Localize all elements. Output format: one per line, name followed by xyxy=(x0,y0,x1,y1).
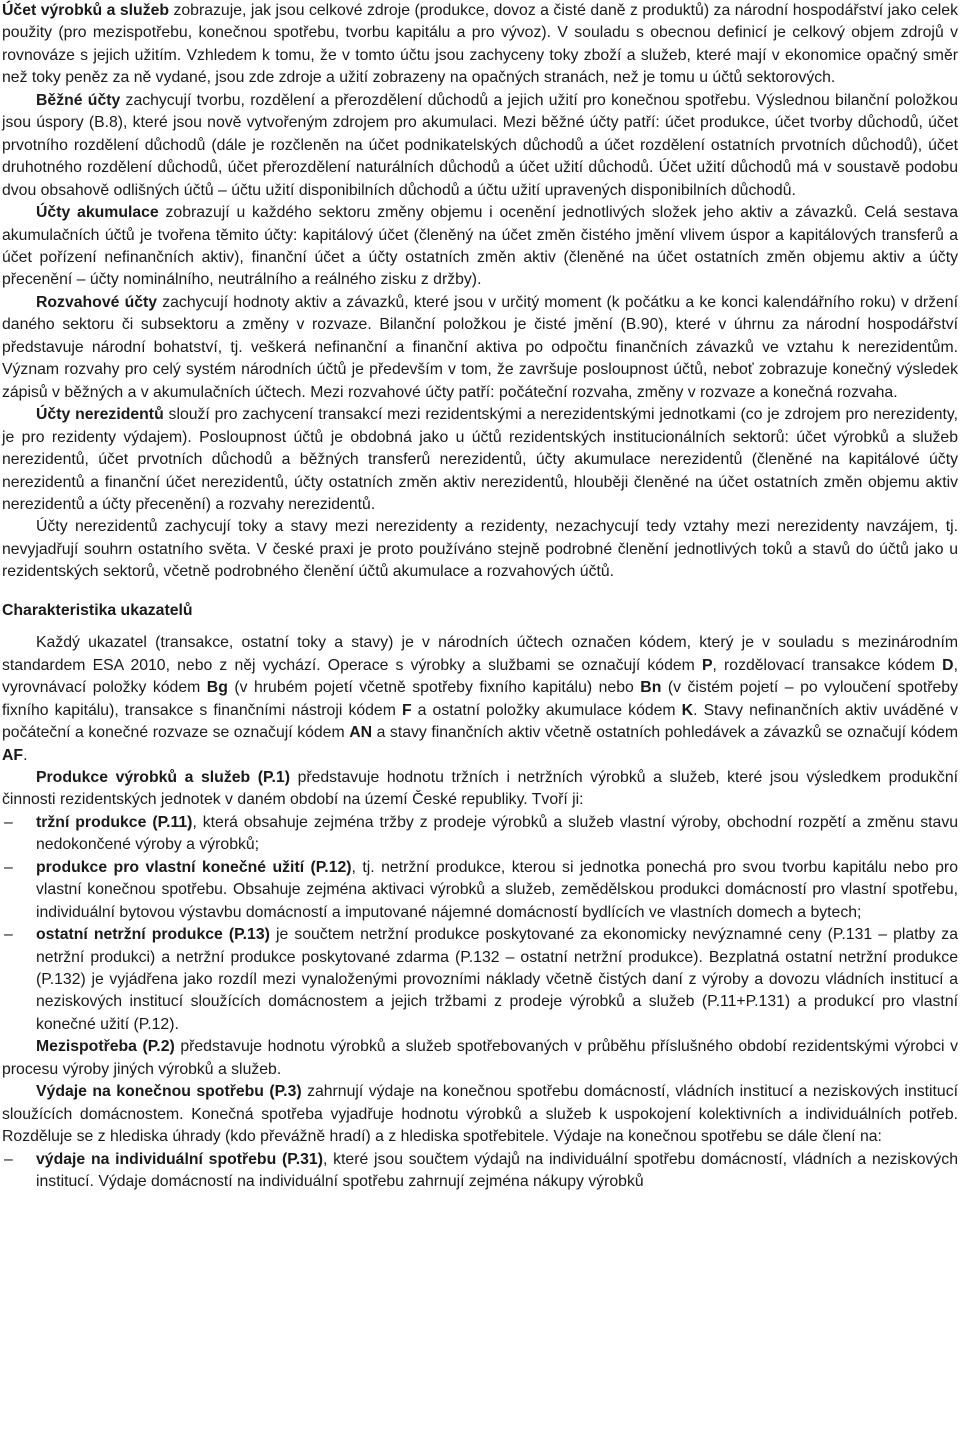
dash-bullet: – xyxy=(4,813,13,831)
list-item-text: , tj. netržní produkce, kterou si jednotka ponechá pro svou tvorbu kapitálu nebo pro vlastní konečnou spotřebu. Obsahuje zejména aktivaci výrobků a služeb, zemědělskou produkci domácností pro vlastní spotřebu, individuální bytovou výstavbu domácností a imputované nájemné domácností bydlících ve vlastních domech a bytech; xyxy=(36,858,958,921)
code-label: D xyxy=(942,656,954,674)
term-output: Produkce výrobků a služeb (P.1) xyxy=(36,768,290,786)
code-label: Bn xyxy=(640,679,662,697)
paragraph-output xyxy=(2,767,958,812)
dash-bullet: – xyxy=(4,926,13,944)
list-item-text: , které jsou součtem výdajů na individuální spotřebu domácností, vládních a neziskových institucí. Výdaje domácností na individuální spotřebu zahrnují zejména nákupy výrobků xyxy=(36,1150,958,1191)
paragraph-text: zachycují tvorbu, rozdělení a přerozdělení důchodů a jejich užití pro konečnou spotřebu. Výslednou bilanční položkou jsou úspory (B.8), které jsou nově vytvořeným zdrojem pro akumulaci. Mezi běžné účty patří: účet produkce, účet tvorby důchodů, účet prvotního rozdělení důchodů (dále je rozčleněn na účet podnikatelských důchodů a účet rozdělení ostatních prvotních důchodů), účet druhotného rozdělení důchodů, účet přerozdělení naturálních důchodů a účet užití důchodů. Účet užití důchodů má v soustavě podobu dvou obsahově odlišných účtů – účtu užití disponibilních důchodů a účtu užití upravených disponibilních důchodů. xyxy=(2,91,958,199)
term-intermediate-consumption: Mezispotřeba (P.2) xyxy=(36,1038,175,1056)
paragraph-text: zobrazuje, jak jsou celkové zdroje (produkce, dovoz a čisté daně z produktů) za národní hospodářství jako celek použity (pro mezispotřebu, konečnou spotřebu, tvorbu kapitálu a pro vývoz). V souladu s obecnou definicí je celkový objem zdrojů v rovnováze s jejich užitím. Vzhledem k tomu, že v tomto účtu jsou zachyceny toky zboží a služeb, které mají v ekonomice opačný směr než toky peněz za ně vydané, jsou zde zdroje a užití zobrazeny na opačných stranách, než je tomu u účtů sektorových. xyxy=(2,2,958,87)
paragraph-balance-sheets xyxy=(2,292,958,404)
paragraph-intermediate-consumption xyxy=(2,1036,958,1081)
paragraph-text: zahrnují výdaje na konečnou spotřebu domácností, vládních institucí a neziskových institucí sloužících domácnostem. Konečná spotřeba vyjadřuje hodnotu výrobků a služeb k uspokojení kolektivních a individuálních potřeb. Rozděluje se z hlediska úhrady (kdo převážně hradí) a z hlediska spotřebitele. Výdaje na konečnou spotřebu se dále člení na: xyxy=(2,1083,958,1146)
paragraph-current-accounts xyxy=(2,90,958,202)
paragraph-indicator-codes xyxy=(2,632,958,767)
code-label: AF xyxy=(2,746,24,764)
paragraph-text: . Stavy nefinančních aktiv uváděné v počáteční a konečné rozvaze se označují kódem xyxy=(2,701,958,742)
paragraph-goods-services-account xyxy=(2,0,958,90)
code-label: F xyxy=(401,701,412,719)
code-label: AN xyxy=(349,724,373,742)
paragraph-accumulation-accounts xyxy=(2,202,958,292)
paragraph-text: zachycují hodnoty aktiv a závazků, které jsou v určitý moment (k počátku a ke konci kalendářního roku) v držení daného sektoru či subsektoru a změny v rozvaze. Bilanční položkou je čisté jmění (B.90), které v úhrnu za národní hospodářství představuje národní bohatství, tj. veškerá nefinanční a finanční aktiva po odpočtu finančních závazků ve vztahu k nerezidentům. Význam rozvahy pro celý systém národních účtů je především v tom, že završuje posloupnost účtů, neboť zobrazuje konečný výsledek zápisů v běžných a v akumulačních účtech. Mezi rozvahové účty patří: počáteční rozvaha, změny v rozvaze a konečná rozvaha. xyxy=(2,293,958,401)
term-final-consumption: Výdaje na konečnou spotřebu (P.3) xyxy=(36,1083,302,1101)
paragraph-final-consumption xyxy=(2,1081,958,1148)
paragraph-text: představuje hodnotu tržních i netržních výrobků a služeb, které jsou výsledkem produkční činnosti rezidentských jednotek v daném období na území České republiky. Tvoří ji: xyxy=(2,768,958,809)
term-balance-sheets: Rozvahové účty xyxy=(36,293,158,311)
paragraph-text: , rozdělovací transakce kódem xyxy=(712,656,943,674)
dash-bullet: – xyxy=(4,858,13,876)
final-consumption-list xyxy=(2,1149,958,1194)
list-item xyxy=(2,1149,958,1194)
code-label: K xyxy=(681,701,694,719)
paragraph-nonresident-flows: Účty nerezidentů zachycují toky a stavy mezi nerezidenty a rezidenty, nezachycují tedy vztahy mezi nerezidenty navzájem, tj. nevyjadřují souhrn ostatního světa. V české praxi je proto používáno stejně podrobné členění jednotlivých toků a stavů do účtů jako u rezidentských sektorů, včetně podrobného členění účtů akumulace a rozvahových účtů. xyxy=(2,518,958,581)
paragraph-text: Každý ukazatel (transakce, ostatní toky a stavy) je v národních účtech označen kódem, který je v souladu s mezinárodním standardem ESA 2010, nebo z něj vychází. Operace s výrobky a službami se označují kódem xyxy=(2,634,958,674)
list-item-term: produkce pro vlastní konečné užití (P.12) xyxy=(36,858,352,876)
code-label: P xyxy=(701,656,713,674)
paragraph-text: slouží pro zachycení transakcí mezi rezidentskými a nerezidentskými jednotkami (co je zdrojem pro nerezidenty, je pro rezidenty výdajem). Posloupnost účtů je obdobná jako u účtů rezidentských institucionálních sektorů: účet výrobků a služeb nerezidentů, účet prvotních důchodů a běžných transferů nerezidentů, účty akumulace nerezidentů (členěné na kapitálové účty nerezidentů a finanční účet nerezidentů, účty ostatních změn aktiv nerezidentů, hlouběji členěné na účet ostatních změn objemu aktiv nerezidentů a účty přecenění) a rozvahy nerezidentů. xyxy=(2,406,958,513)
paragraph-text: představuje hodnotu výrobků a služeb spotřebovaných v průběhu příslušného období rezidentskými výrobci v procesu výroby jiných výrobků a služeb. xyxy=(2,1038,959,1078)
term-nonresident-accounts: Účty nerezidentů xyxy=(36,406,164,424)
section-heading: Charakteristika ukazatelů xyxy=(2,601,193,619)
output-components-list xyxy=(2,812,958,1037)
list-item xyxy=(2,812,958,857)
paragraph-text: (v hrubém pojetí včetně spotřeby fixního kapitálu) nebo xyxy=(227,679,641,697)
paragraph-text: zobrazují u každého sektoru změny objemu i ocenění jednotlivých složek jeho aktiv a závazků. Celá sestava akumulačních účtů je tvořena těmito účty: kapitálový účet (členěný na účet změn čistého jmění vlivem úspor a kapitálových transferů a účet pořízení nefinančních aktiv), finanční účet a účty ostatních změn aktiv (členěné na účet ostatních změn objemu aktiv a účty přecenění – účty nominálního, neutrálního a reálného zisku z držby). xyxy=(2,204,958,289)
term-accumulation-accounts: Účty akumulace xyxy=(36,204,159,222)
list-item-text: , která obsahuje zejména tržby z prodeje výrobků a služeb vlastní výroby, obchodní rozpětí a změnu stavu nedokončené výroby a výrobků; xyxy=(36,813,958,854)
list-item-term: výdaje na individuální spotřebu (P.31) xyxy=(36,1150,323,1168)
code-label: Bg xyxy=(206,679,228,697)
paragraph-text: a ostatní položky akumulace kódem xyxy=(411,701,682,719)
dash-bullet: – xyxy=(4,1150,13,1168)
paragraph-text: (v čistém pojetí – po vyloučení spotřeby fixního kapitálu), transakce s finančními nástroji kódem xyxy=(2,679,958,719)
paragraph-text: , vyrovnávací položky kódem xyxy=(2,656,958,697)
paragraph-text: . xyxy=(23,746,28,764)
list-item xyxy=(2,924,958,1036)
list-item-term: ostatní netržní produkce (P.13) xyxy=(36,926,270,944)
term-goods-services-account: Účet výrobků a služeb xyxy=(2,2,170,19)
paragraph-nonresident-accounts xyxy=(2,404,958,516)
paragraph-text: a stavy finančních aktiv včetně ostatních pohledávek a závazků se označují kódem xyxy=(372,724,959,742)
term-current-accounts: Běžné účty xyxy=(36,91,121,109)
list-item xyxy=(2,857,958,924)
list-item-text: je součtem netržní produkce poskytované za ekonomicky nevýznamné ceny (P.131 – platby za netržní produkci) a netržní produkce poskytované zdarma (P.132 – ostatní netržní produkce). Bezplatná ostatní netržní produkce (P.132) je vyjádřena jako rozdíl mezi vynaloženými provozními náklady včetně čistých daní z výroby a dovozu vládních institucí a neziskových institucí sloužících domácnostem a jejich tržbami z prodeje výrobků a služeb (P.11+P.131) a produkcí pro vlastní konečné užití (P.12). xyxy=(36,926,958,1033)
list-item-term: tržní produkce (P.11) xyxy=(36,813,193,831)
